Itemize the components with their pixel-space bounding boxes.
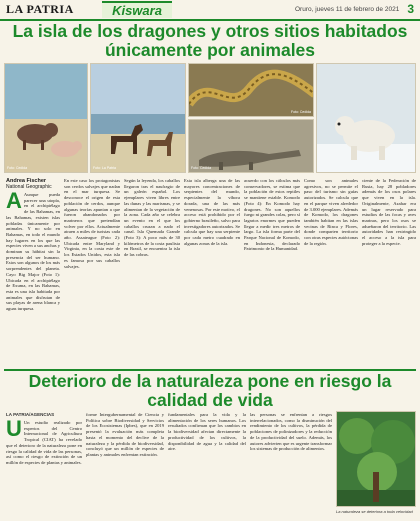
article2-column-2: forme Intergubernamental de Ciencia y Política sobre Biodiversidad y Servicios de los Ecosistemas (Ipbes), que en 2019 presentó la evaluación más completa hasta el momento del declive de la naturaleza y la pérdida de biodiversidad, concluyó que un millón de especies de plantas y animales enfrentan extinción.: [86, 412, 164, 457]
article1-photo-grid: [4, 63, 416, 173]
author-source: National Geographic: [6, 184, 52, 190]
article1-column-2: En este caso los protagonistas son cerdos salvajes que nadan en el mar turquesa. Se desconoce el origen de esta población de cerdos, aunque algunas teorías apuntan a que fueron abandonados por marineros que pretendían volver por ellos. Actualmente atraen a miles de turistas cada año. Assateague (Foto 2): Ubicada entre Maryland y Virginia, en la costa este de los Estados Unidos, esta isla es famosa por sus caballos salvajes.: [64, 178, 120, 269]
snake-photo: [188, 63, 314, 117]
section-name: Kiswara: [102, 1, 172, 18]
article1-column-4: Esta isla alberga una de las mayores concentraciones de serpientes del mundo, especialmente la víbora dorada, una de las más venenosas. Por este motivo, el acceso está prohibido por el gobierno brasileño, salvo para investigadores autorizados. Se calcula que hay una serpiente por cada metro cuadrado en algunas zonas de la isla.: [184, 178, 240, 246]
newspaper-name: LA PATRIA: [6, 1, 74, 16]
photo-caption: Foto: Cedida: [7, 166, 28, 170]
drop-cap: U: [6, 420, 22, 441]
article1-column-7: ciente de la Federación de Rusia, hay 28 pobladores además de los osos polares que viven en la isla. Originalmente, Azahar era un lugar reservado para estudios de las focas y aves marinas, pero los osos se adueñaron del territorio. Las autoridades han restringido el acceso a la isla para proteger a la especie.: [362, 178, 416, 246]
article2-column-4: las personas se enfrentan a riesgos interrelacionados, como la disminución del rendimiento de los cultivos, la pérdida de poblaciones de polinizadores y la reducción de la productividad del suelo. Además, los autores advierten que es urgente transformar los sistemas de producción de alimentos.: [250, 412, 332, 452]
article2-column-3: fundamentales para la vida y la alimentación de los seres humanos. Los resultados confirman que los cambios en la biodiversidad afectan directamente la productividad de los cultivos, la disponibilidad de agua y la calidad del aire.: [168, 412, 246, 452]
issue-date: Oruro, jueves 11 de febrero de 2021: [295, 5, 400, 13]
article1-column-1: A Aunque pueda parecer una utopía, en el archipiélago de las Bahamas, en las Bahamas, existen islas pobladas únicamente por animales. Y no solo en Bahamas, en todo el mundo hay lugares en los que las especies viven a sus anchas y dominan su hábitat sin la presencia del ser humano. Estos son algunos de los más sorprendentes del planeta. Cayo Big Major (Foto 1): Ubicada en el archipiélago de Exuma, en las Bahamas, esta es una isla habitada por animales que disfrutan de sus playas de arena blanca y aguas turquesa.: [6, 192, 60, 312]
article1-column-5: acuerdo con los cálculos más conservadores, se estima que la población de estos reptiles se mantiene estable. Komodo (Foto 4): En Komodo hay dragones. No son aquellos fuego ni grandes colas, pero sí lagartos enormes que pueden llegar a medir tres metros de largo. La isla forma parte del Parque Nacional de Komodo, en Indonesia, declarado Patrimonio de la Humanidad.: [244, 178, 300, 252]
photo-caption: Foto: La Patria: [93, 166, 116, 170]
nature-photo-caption: La naturaleza se deteriora a toda velocidad: [336, 509, 413, 514]
article1-headline: La isla de los dragones y otros sitios habitados únicamente por animales: [12, 21, 408, 60]
article2-headline: Deterioro de la naturaleza pone en riesgo la calidad de vida: [28, 371, 392, 410]
drop-cap: A: [6, 192, 22, 213]
author-name: Andrea Fischer: [6, 178, 47, 184]
pigs-photo: [4, 63, 88, 173]
article1-column-6: Como son animales agresivos, no se permite el paso del turismo sin guías autorizados. Se calcula que en el parque viven alrededor de 3.000 ejemplares. Además de Komodo, los dragones también habitan en las islas vecinas de Rinca y Flores, donde comparten territorio con otras especies autóctonas de la región.: [304, 178, 358, 246]
article2-column-1: U Un estudio realizado por expertos del Centro Internacional de Agricultura Tropical (CIAT) ha revelado que el deterioro de la naturaleza pone en riesgo la calidad de vida de las personas, así como el riesgo de extinción de un millón de especies de plantas y animales.: [6, 420, 82, 465]
komodo-dragon-photo: [188, 119, 314, 173]
article2-byline: LA PATRIA/AGENCIAS: [6, 412, 55, 417]
article1-column-3: Según la leyenda, los caballos llegaron tras el naufragio de un galeón español. Los ejemplares viven libres entre las dunas y las marismas, y se alimentan de la vegetación de la zona. Cada año se celebra un evento en el que los caballos cruzan a nado el canal. Isla Quemada Grande (Foto 3): A poco más de 30 kilómetros de la costa paulista en Brasil, se encuentra la isla de las cobras.: [124, 178, 180, 258]
polar-bear-photo: [316, 63, 416, 173]
masthead: [0, 0, 420, 18]
horses-photo: [90, 63, 186, 173]
photo-caption: Foto: Cedida: [191, 166, 212, 170]
nature-photo: [336, 411, 416, 507]
photo-caption: Foto: Cedida: [290, 110, 311, 114]
page-number: 3: [407, 2, 414, 16]
